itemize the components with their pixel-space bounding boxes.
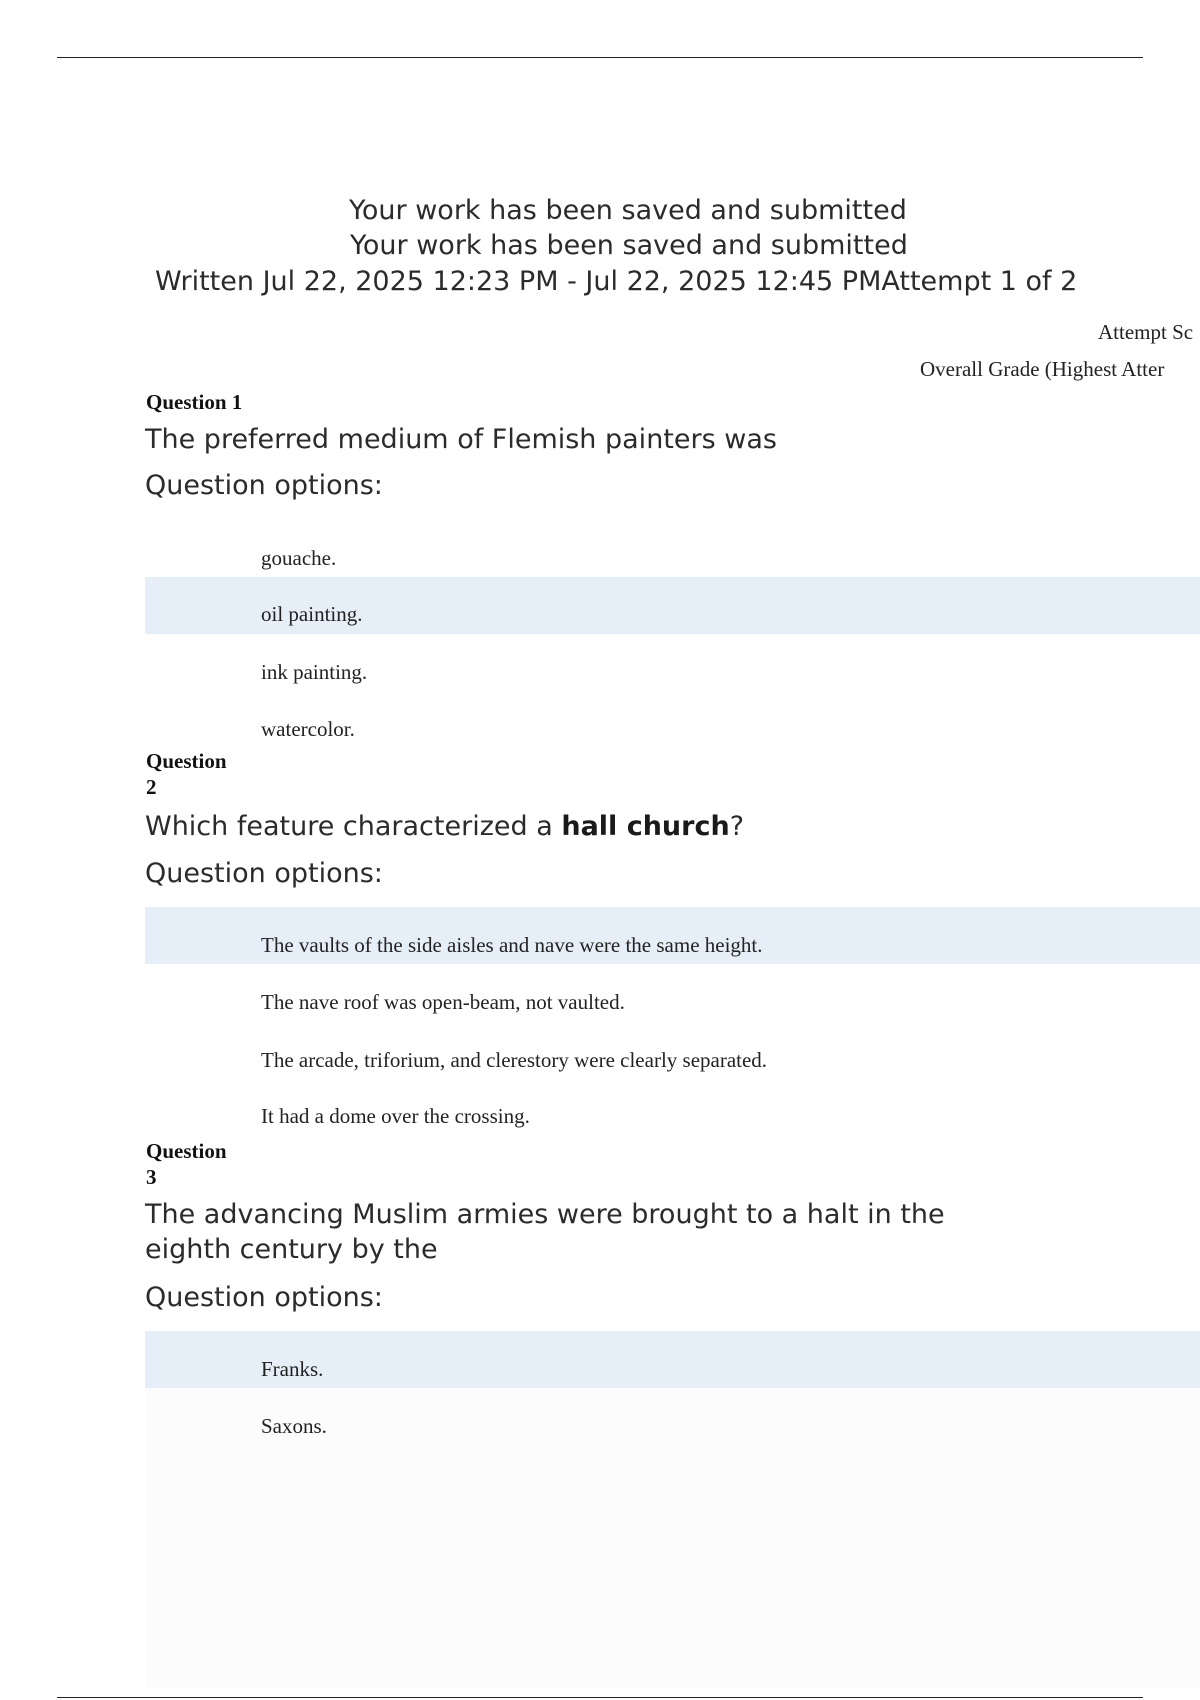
question-3-options-label: Question options: [145,1282,383,1313]
attempt-score-label: Attempt Sc [1098,320,1194,344]
question-3-text: The advancing Muslim armies were brought to a halt in the eighth century by the [145,1199,945,1265]
question-2-option-2[interactable]: The nave roof was open-beam, not vaulted. [261,990,625,1014]
question-2-text-bold: hall church [561,811,730,842]
question-1-option-3[interactable]: ink painting. [261,660,368,684]
question-1-option-1[interactable]: gouache. [261,546,337,570]
question-3-label-word: Question [146,1139,227,1163]
submission-status-line-repeat: Your work has been saved and submitted [350,230,908,261]
question-1-option-4[interactable]: watercolor. [261,717,355,741]
question-1-options-label: Question options: [145,470,383,501]
question-1-label-word: Question [146,390,227,414]
question-2-option-3[interactable]: The arcade, triforium, and clerestory were clearly separated. [261,1048,768,1072]
submission-status-line: Your work has been saved and submitted [349,195,907,226]
overall-grade-label: Overall Grade (Highest Atter [920,357,1165,381]
question-2-text [145,809,1045,844]
top-rule [57,57,1143,58]
question-2-text-end: ? [729,811,745,842]
question-3-label [146,1138,227,1191]
question-2-option-1[interactable]: The vaults of the side aisles and nave were the same height. [261,933,763,957]
question-2-option-4[interactable]: It had a dome over the crossing. [261,1104,530,1128]
question-3-option-1[interactable]: Franks. [261,1357,324,1381]
question-3-option-2[interactable]: Saxons. [261,1414,327,1438]
question-1-option-2[interactable]: oil painting. [261,602,363,626]
question-2-text-start: Which feature characterized a [145,811,562,842]
question-1-text: The preferred medium of Flemish painters was [145,424,777,455]
bottom-rule [57,1697,1143,1698]
question-3-number: 3 [146,1165,157,1190]
question-1-label [146,389,242,415]
question-2-label-word: Question [146,749,227,773]
question-1-number: 1 [231,390,243,414]
question-2-label [146,748,227,801]
question-2-number: 2 [146,775,157,800]
attempt-timestamp: Written Jul 22, 2025 12:23 PM - Jul 22, 2025 12:45 PMAttempt 1 of 2 [155,266,1078,297]
question-2-options-label: Question options: [145,858,383,889]
